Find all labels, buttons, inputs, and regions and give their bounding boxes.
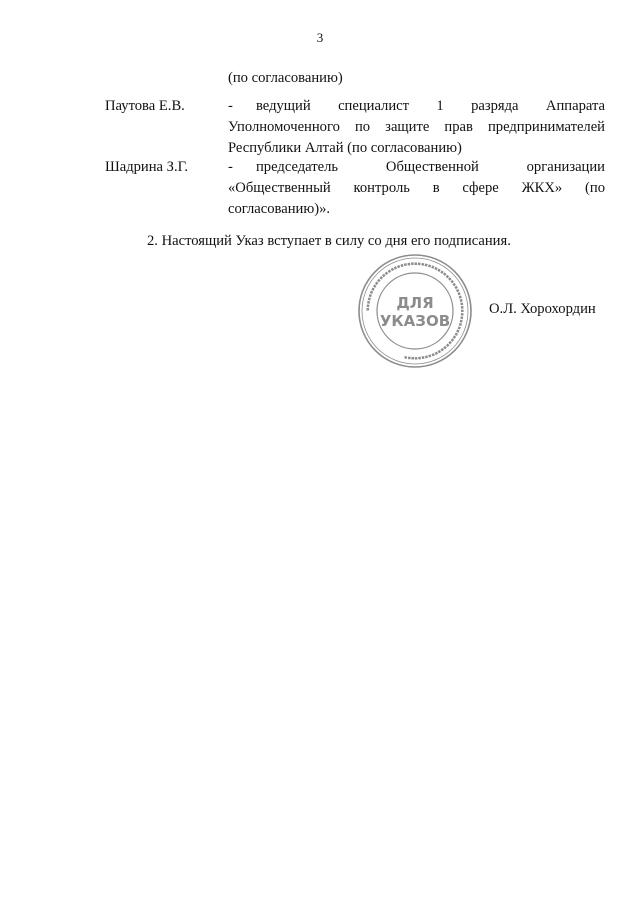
- decree-item: 2. Настоящий Указ вступает в силу со дня его подписания.: [147, 233, 511, 249]
- official-seal: [356, 252, 474, 370]
- seal-text-line2: УКАЗОВ: [379, 312, 451, 330]
- member-role-text: председатель Общественной организации «Общественный контроль в сфере ЖКХ» (по согласованию)».: [228, 159, 605, 217]
- member-role-text: ведущий специалист 1 разряда Аппарата Уполномоченного по защите прав предпринимателей Республики Алтай (по согласованию): [228, 98, 605, 156]
- member-dash: -: [228, 98, 233, 114]
- member-name: Паутова Е.В.: [105, 98, 185, 114]
- continuation-note: (по согласованию): [228, 70, 343, 86]
- signer-name: О.Л. Хорохордин: [489, 301, 596, 317]
- member-name: Шадрина З.Г.: [105, 159, 189, 175]
- seal-graphic: [356, 252, 474, 370]
- seal-text-line1: ДЛЯ: [396, 294, 434, 312]
- seal-rim-text: ▪▪▪▪▪▪▪▪▪▪▪▪▪▪▪▪▪▪▪▪▪▪▪▪▪▪▪▪▪▪▪▪▪▪▪▪▪▪▪▪▪▪▪▪▪▪▪▪▪▪▪▪▪▪▪▪▪▪▪▪▪▪▪▪▪▪▪: [364, 260, 466, 362]
- member-dash: -: [228, 159, 233, 175]
- page-number: 3: [316, 30, 324, 45]
- member-role: [228, 96, 605, 159]
- member-role: [228, 157, 605, 220]
